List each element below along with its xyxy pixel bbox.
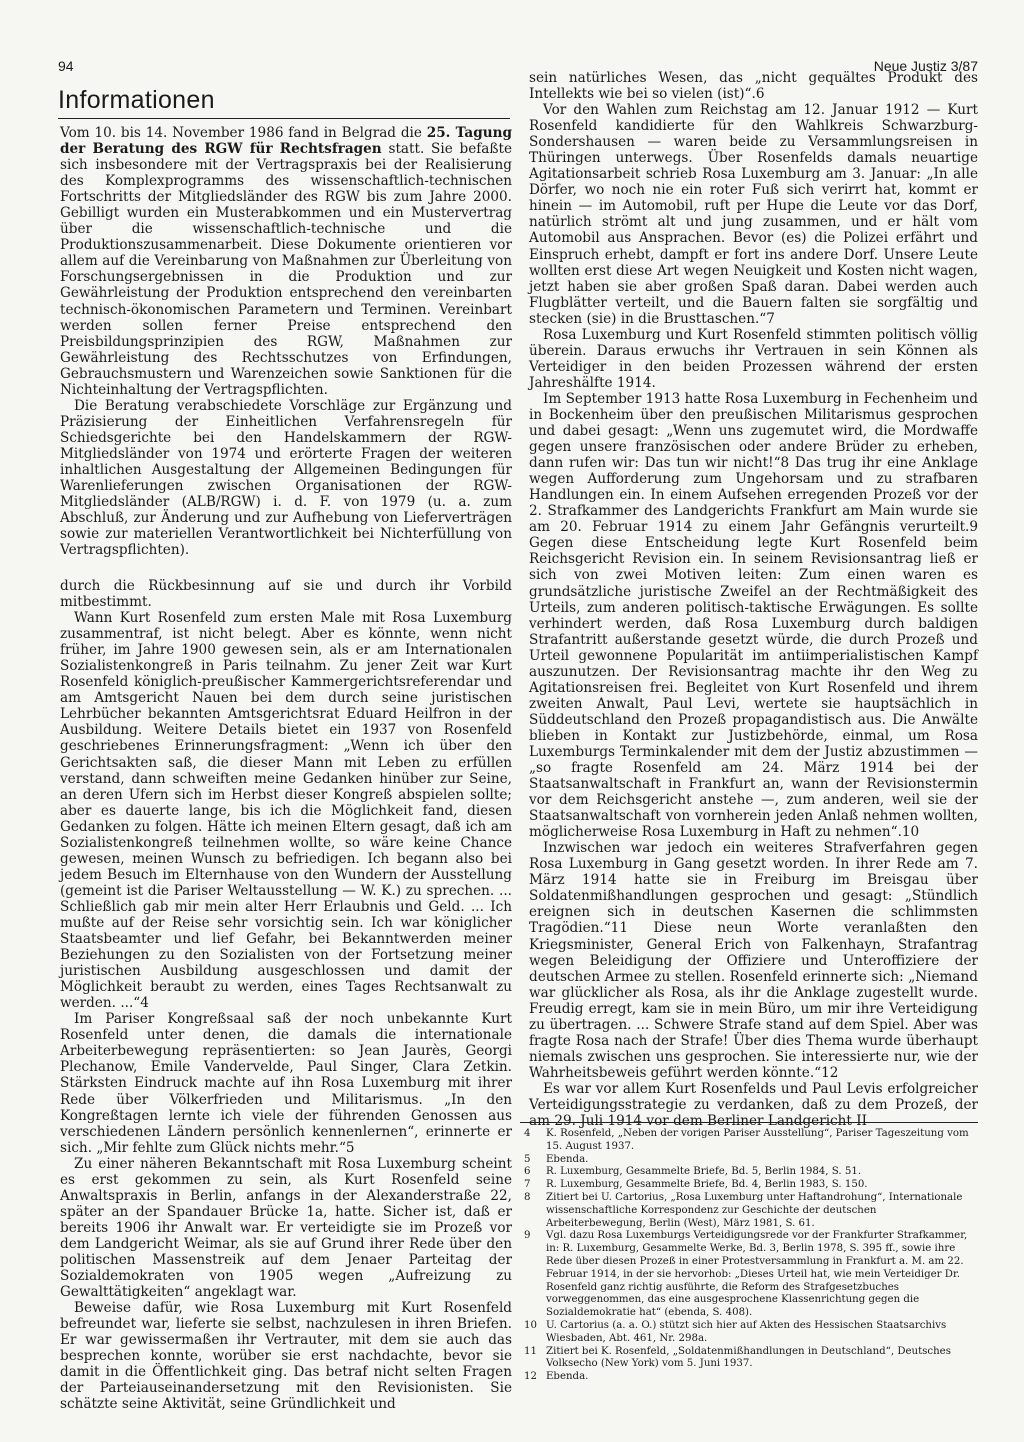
article-left-column [60,578,512,1412]
article-paragraph: durch die Rückbesinnung auf sie und durch ihr Vorbild mitbestimmt. [60,578,512,611]
footnote: 10 U. Cartorius (a. a. O.) stützt sich hier auf Akten des Hessischen Staatsarchivs Wiesbaden, Abt. 461, Nr. 298a. [524,1319,947,1344]
article-paragraph: Zu einer näheren Bekanntschaft mit Rosa Luxemburg scheint es erst gekommen zu sein, als Kurt Rosenfeld seine Anwaltspraxis in Berlin, anfangs in der Alexanderstraße 22, später an der Spandauer Brücke 1a, hatte. Sicher ist, daß er bereits 1906 ihr Anwalt war. Er verteidigte sie im Prozeß vor dem Landgericht Weimar, als sie auf Grund ihrer Rede über den politischen Massenstreik auf dem Jenaer Parteitag der Sozialdemokraten von 1905 wegen „Aufreizung zu Gewalttätigkeiten“ angeklagt war. [60,1155,512,1301]
footnote-divider [520,1122,978,1123]
footnote: 6 R. Luxemburg, Gesammelte Briefe, Bd. 5, Berlin 1984, S. 51. [524,1166,862,1178]
journal-issue: Neue Justiz 3/87 [873,58,978,74]
footnote: 11 Zitiert bei K. Rosenfeld, „Soldatenmißhandlungen in Deutschland“, Deutsches Volksecho (New York) vom 5. Juni 1937. [524,1345,951,1370]
section-title: Informationen [58,86,510,119]
article-right-column [529,70,978,1129]
footnotes [520,1128,978,1384]
info-paragraph: Die Beratung verabschiedete Vorschläge zur Ergänzung und Präzisierung der Einheitlichen Verfahrensregeln für Schiedsgerichte bei den Handelskammern der RGW-Mitgliedsländer von 1974 und erörterte Fragen der weiteren inhaltlichen Ausgestaltung der Allgemeinen Bedingungen für Warenlieferungen zwischen Organisationen der RGW-Mitgliedsländer (ALB/RGW) i. d. F. von 1979 (u. a. zum Abschluß, zur Änderung und zur Aufhebung von Lieferverträgen sowie zur materiellen Verantwortlichkeit bei Nichterfüllung von Vertragspflichten). [60,397,512,559]
article-paragraph: Vor den Wahlen zum Reichstag am 12. Januar 1912 — Kurt Rosenfeld kandidierte für den Wahlkreis Schwarzburg-Sondershausen — waren beide zu Versammlungsreisen in Thüringen unterwegs. Über Rosenfelds damals neuartige Agitationsarbeit schrieb Rosa Luxemburg am 3. Januar: „In alle Dörfer, wo noch nie ein roter Fuß sich verirrt hat, kommt er hinein — im Automobil, ruft per Hupe die Leute vor das Dorf, natürlich strömt alt und jung zusammen, und er hält vom Automobil aus Ansprachen. Bevor (es) die Polizei erfährt und Einspruch erhebt, dampft er fort ins andere Dorf. Unsere Leute wollten erst diese Art wegen Neuigkeit und Kosten nicht wagen, jetzt haben sie aber großen Spaß daran. Dabei werden auch Flugblätter verteilt, und die Bauern falten sie sorgfältig und stecken (sie) in die Brusttaschen.“7 [529,102,978,327]
info-paragraph: Vom 10. bis 14. November 1986 fand in Belgrad die 25. Tagung der Beratung des RGW für Rechtsfragen statt. Sie befaßte sich insbesondere mit der Vertragspraxis bei der Realisierung des Komplexprogramms des wissenschaftlich-technischen Fortschritts der Mitgliedsländer des RGW bis zum Jahre 2000. Gebilligt wurden ein Musterabkommen und ein Mustervertrag über die wissenschaftlich-technische und die Produktionszusammenarbeit. Diese Dokumente orientieren vor allem auf die Vereinbarung von Maßnahmen zur Überleitung von Forschungsergebnissen in die Produktion und zur Gewährleistung der Produktion entsprechend den vereinbarten technisch-ökonomischen Parametern und Terminen. Vereinbart werden sollen ferner Preise entsprechend den Preisbildungsprinzipien des RGW, Maßnahmen zur Gewährleistung des Rechtsschutzes von Erfindungen, Gebrauchsmustern und Warenzeichen sowie Sanktionen für die Nichteinhaltung der Vertragspflichten. [60,125,513,398]
article-paragraph: Wann Kurt Rosenfeld zum ersten Male mit Rosa Luxemburg zusammentraf, ist nicht belegt. Aber es könnte, wenn nicht früher, im Jahre 1900 gewesen sein, als er am Internationalen Sozialistenkongreß in Paris teilnahm. Zu jener Zeit war Kurt Rosenfeld königlich-preußischer Kammergerichtsreferendar und am Amtsgericht Nauen bei dem durch seine juristischen Lehrbücher bekannten Amtsgerichtsrat Eduard Heilfron in der Ausbildung. Weitere Details bietet ein 1937 von Rosenfeld geschriebenes Erinnerungsfragment: „Wenn ich über den Gerichtsakten saß, die dieser Mann mit Leben zu erfüllen verstand, dann schweiften meine Gedanken hinüber zur Seine, an deren Ufern sich im Herbst dieser Kongreß abspielen sollte; aber es dauerte lange, bis ich die Möglichkeit fand, diesen Gedanken zu folgen. Hätte ich meinen Eltern gesagt, daß ich am Sozialistenkongreß teilnehmen wollte, so wäre keine Chance gewesen, meinen Wunsch zu befriedigen. Ich begann also bei jedem Besuch im Elternhause von den Wundern der Ausstellung (gemeint ist die Pariser Weltausstellung — W. K.) zu sprechen. ... Schließlich gab mir mein alter Herr Erlaubnis und Geld. ... Ich mußte auf der Reise sehr vorsichtig sein. Ich war königlicher Staatsbeamter und lief Gefahr, bei Bekanntwerden meiner Beziehungen zu den Sozialisten von der Fortsetzung meiner juristischen Ausbildung ausgeschlossen und damit der Möglichkeit beraubt zu werden, eines Tages Rechtsanwalt zu werden. ...“4 [60,610,512,1012]
footnote: 7 R. Luxemburg, Gesammelte Briefe, Bd. 4, Berlin 1983, S. 150. [524,1179,868,1191]
footnote: 8 Zitiert bei U. Cartorius, „Rosa Luxemburg unter Haftandrohung“, Internationale wissenschaftliche Korrespondenz zur Geschichte der deutschen Arbeiterbewegung, Berlin (West), März 1981, S. 61. [524,1191,963,1229]
article-paragraph: Im Pariser Kongreßsaal saß der noch unbekannte Kurt Rosenfeld unter denen, die damals die internationale Arbeiterbewegung repräsentierten: so Jean Jaurès, Georgi Plechanow, Emile Vandervelde, Paul Singer, Clara Zetkin. Stärksten Eindruck machte auf ihn Rosa Luxemburg mit ihrer Rede über Völkerfrieden und Militarismus. „In den Kongreßtagen lernte ich viele der führenden Genossen aus verschiedenen Ländern persönlich kennenlernen“, erinnerte er sich. „Mir fehlte zum Glück nichts mehr.“5 [60,1011,512,1156]
info-bold-term: 25. Tagung der Beratung des RGW für Rechtsfragen [60,125,513,158]
info-column [60,125,512,558]
article-paragraph: Es war vor allem Kurt Rosenfelds und Paul Levis erfolgreicher Verteidigungsstrategie zu verdanken, daß zu dem Prozeß, der am 29. Juli 1914 vor dem Berliner Landgericht II [529,1080,978,1130]
article-paragraph: Beweise dafür, wie Rosa Luxemburg mit Kurt Rosenfeld befreundet war, lieferte sie selbst, nachzulesen in ihren Briefen. Er war gewissermaßen ihr Vertrauter, mit dem sie auch das besprechen konnte, worüber sie erst nachdachte, bevor sie damit in die Öffentlichkeit ging. Das betraf nicht selten Fragen der Parteiauseinandersetzung mit den Revisionisten. Sie schätzte seine Aktivität, seine Gründlichkeit und [60,1300,512,1413]
article-paragraph: Rosa Luxemburg und Kurt Rosenfeld stimmten politisch völlig überein. Daraus erwuchs ihr Vertrauen in sein Können als Verteidiger in den beiden Prozessen während der ersten Jahreshälfte 1914. [529,326,978,391]
article-paragraph: Im September 1913 hatte Rosa Luxemburg in Fechenheim und in Bockenheim über den preußischen Militarismus gesprochen und dabei gesagt: „Wenn uns zugemutet wird, die Mordwaffe gegen unsere französischen oder andere Brüder zu erheben, dann rufen wir: Das tun wir nicht!“8 Das trug ihr eine Anklage wegen Aufforderung zum Ungehorsam und zu strafbaren Handlungen ein. In einem Aufsehen erregenden Prozeß vor der 2. Strafkammer des Landgerichts Frankfurt am Main wurde sie am 20. Februar 1914 zu einem Jahr Gefängnis verurteilt.9 Gegen diese Entscheidung legte Kurt Rosenfeld beim Reichsgericht Revision ein. In seinem Revisionsantrag ließ er sich von zwei Motiven leiten: Zum einen waren es grundsätzliche juristische Zweifel an der Rechtmäßigkeit des Urteils, zum anderen politisch-taktische Erwägungen. Es sollte verhindert werden, daß Rosa Luxemburg durch baldigen Strafantritt außerstande gesetzt würde, die durch Prozeß und Urteil gewonnene Popularität im antiimperialistischen Kampf auszunutzen. Der Revisionsantrag machte ihr den Weg zu Agitationsreisen frei. Begleitet von Kurt Rosenfeld und ihrem zweiten Anwalt, Paul Levi, wertete sie hauptsächlich in Süddeutschland den Prozeß propagandistisch aus. Die Anwälte blieben in Kontakt zur Justizbehörde, einmal, um Rosa Luxemburgs Terminkalender mit dem der Justiz abzustimmen — „so fragte Rosenfeld am 24. März 1914 bei der Staatsanwaltschaft in Frankfurt an, wann der Revisionstermin vor dem Reichsgericht anstehe —, zum anderen, weil sie der Staatsanwaltschaft von vornherein jeden Anlaß nehmen wollten, möglicherweise Rosa Luxemburg in Haft zu nehmen“.10 [529,390,978,841]
footnote: 5 Ebenda. [524,1153,589,1165]
footnote: 9 Vgl. dazu Rosa Luxemburgs Verteidigungsrede vor der Frankfurter Strafkammer, in: R. Luxemburg, Gesammelte Werke, Bd. 3, Berlin 1978, S. 395 ff., sowie ihre Rede über diesen Prozeß in einer Protestversammlung in Frankfurt a. M. am 22. Februar 1914, in der sie hervorhob: „Dieses Urteil hat, wie mein Verteidiger Dr. Rosenfeld ganz richtig ausführte, die Reform des Strafgesetzbuches vorweggenommen, das eine ausgesprochene Klassenrichtung gegen die Sozialdemokratie hat“ (ebenda, S. 408). [524,1230,968,1319]
footnote: 12 Ebenda. [524,1371,589,1383]
page-number: 94 [58,58,74,74]
footnote: 4 K. Rosenfeld, „Neben der vorigen Pariser Ausstellung“, Pariser Tageszeitung vom 15. August 1937. [524,1128,969,1152]
article-paragraph: Inzwischen war jedoch ein weiteres Strafverfahren gegen Rosa Luxemburg in Gang gesetzt worden. In ihrer Rede am 7. März 1914 hatte sie in Freiburg im Breisgau über Soldatenmißhandlungen gesprochen und gesagt: „Stündlich ereignen sich in deutschen Kasernen die schlimmsten Tragödien.“11 Diese neun Worte veranlaßten den Kriegsminister, General Erich von Falkenhayn, Strafantrag wegen Beleidigung der Offiziere und Unteroffiziere der deutschen Armee zu stellen. Rosenfeld erinnerte sich: „Niemand war glücklicher als Rosa, als ihr die Anklage zugestellt wurde. Freudig erregt, kam sie in mein Büro, um mir ihre Verteidigung zu übertragen. ... Schwere Strafe stand auf dem Spiel. Aber was fragte Rosa nach der Strafe! Über dies Thema wurde überhaupt niemals zwischen uns gesprochen. Sie interessierte nur, wie der Wahrheitsbeweis geführt werden könnte.“12 [529,840,978,1081]
article-paragraph: sein natürliches Wesen, das „nicht gequältes Produkt des Intellekts wie bei so vielen (ist)“.6 [529,70,978,103]
